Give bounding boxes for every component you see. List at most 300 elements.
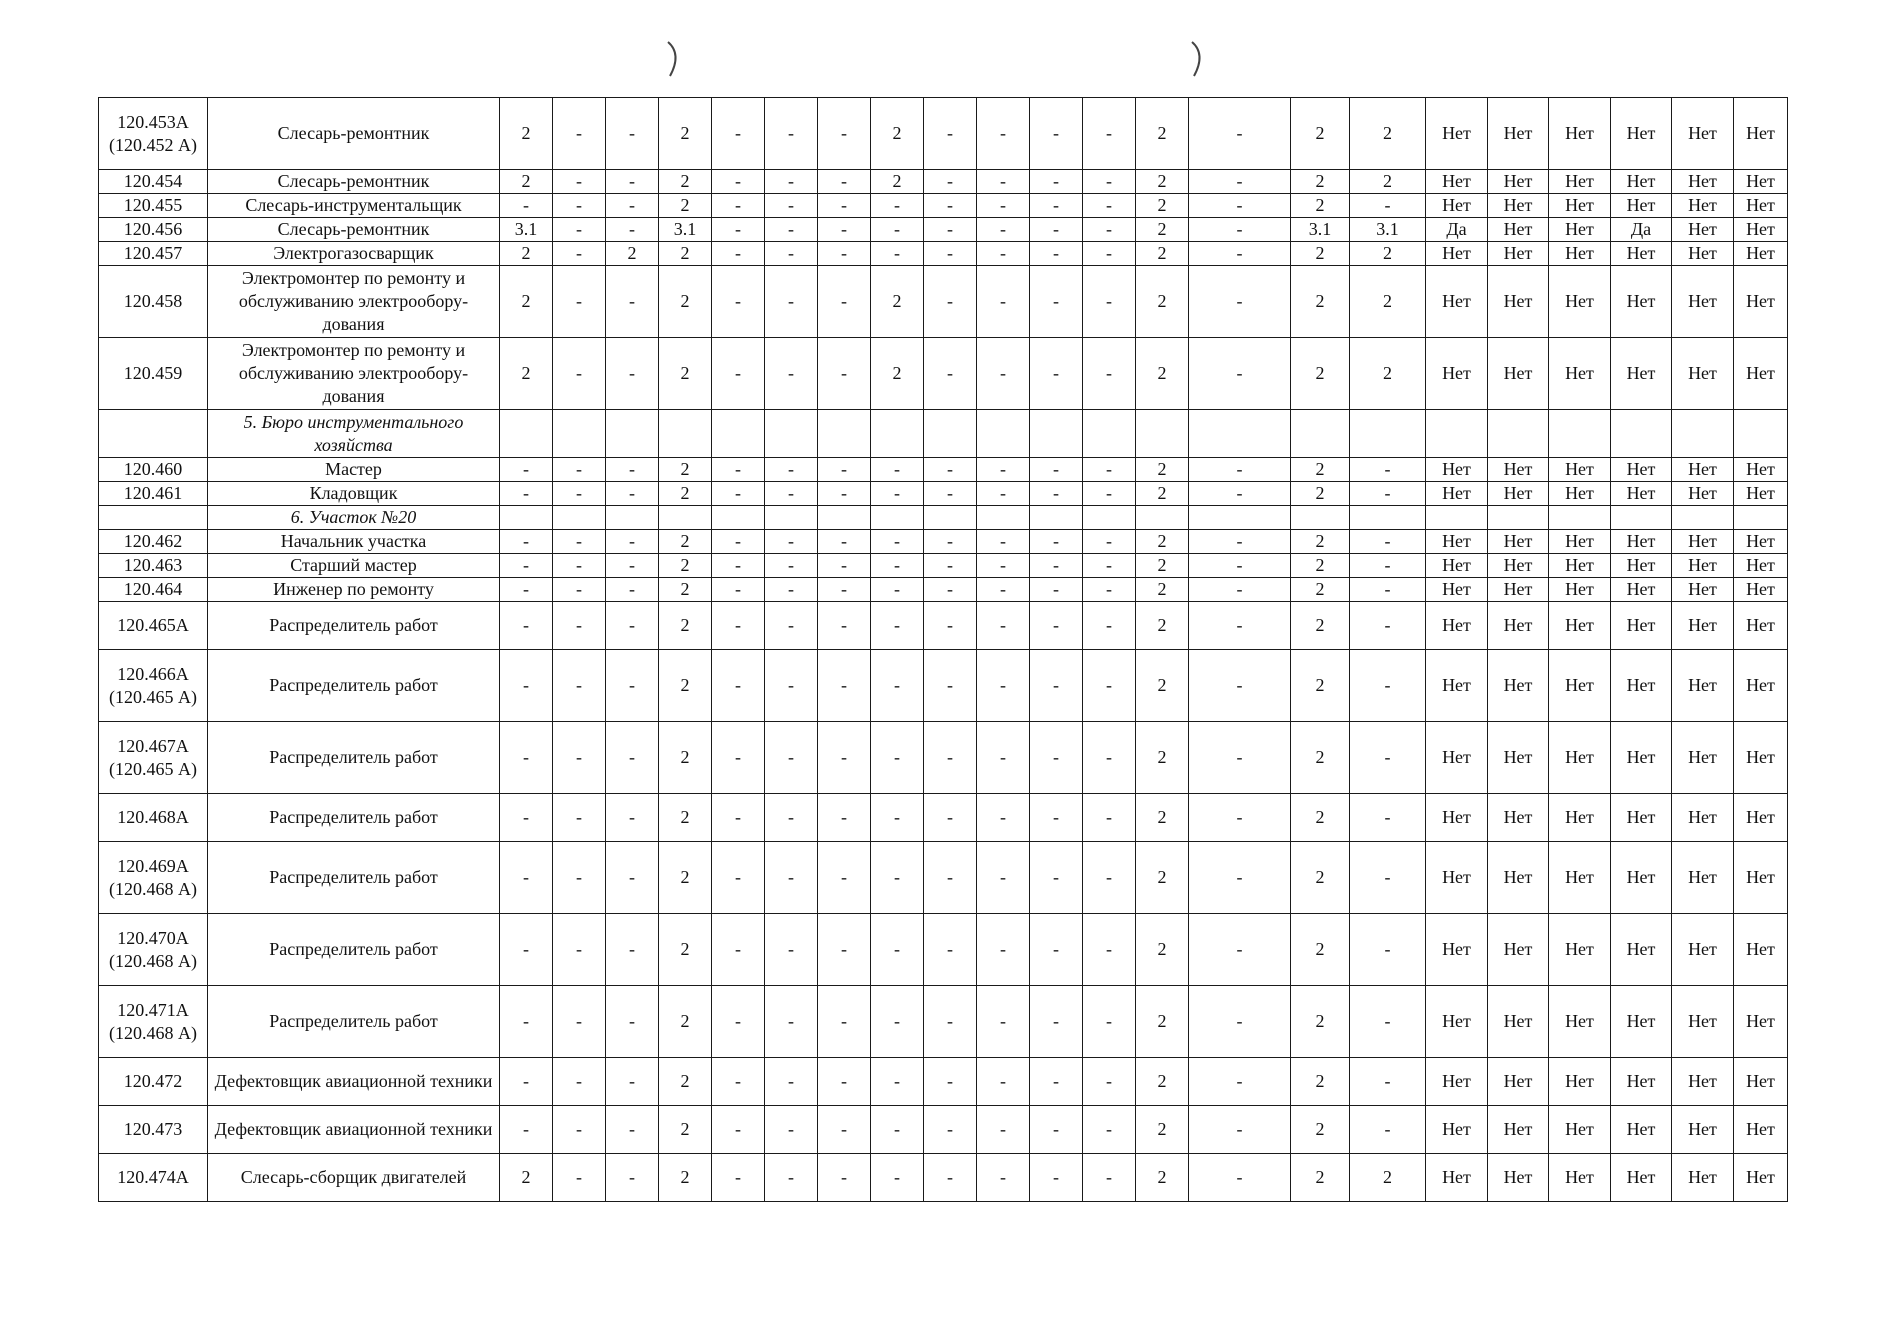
class-value-cell: 3.1 bbox=[659, 218, 712, 242]
code-cell-empty bbox=[99, 506, 208, 530]
table-row bbox=[99, 530, 1788, 554]
class-value-cell: - bbox=[924, 554, 977, 578]
yes-no-cell: Нет bbox=[1549, 266, 1611, 338]
yes-no-cell: Нет bbox=[1734, 1058, 1788, 1106]
class-value-cell: - bbox=[1083, 1058, 1136, 1106]
yes-no-cell: Нет bbox=[1549, 194, 1611, 218]
table-row bbox=[99, 794, 1788, 842]
yes-no-cell: Нет bbox=[1734, 602, 1788, 650]
yes-no-cell: Нет bbox=[1488, 794, 1549, 842]
yes-no-cell: Нет bbox=[1549, 986, 1611, 1058]
class-value-cell: - bbox=[1189, 986, 1291, 1058]
empty-cell bbox=[1030, 506, 1083, 530]
yes-no-cell: Нет bbox=[1734, 554, 1788, 578]
class-value-cell: - bbox=[871, 794, 924, 842]
class-value-cell: - bbox=[606, 986, 659, 1058]
class-value-cell: 2 bbox=[659, 98, 712, 170]
class-value-cell: 2 bbox=[1136, 266, 1189, 338]
class-value-cell: - bbox=[606, 1106, 659, 1154]
class-value-cell: - bbox=[765, 1154, 818, 1202]
yes-no-cell: Нет bbox=[1426, 650, 1488, 722]
class-value-cell: - bbox=[924, 1106, 977, 1154]
class-value-cell: 2 bbox=[1291, 602, 1350, 650]
empty-cell bbox=[712, 410, 765, 458]
class-value-cell: - bbox=[553, 194, 606, 218]
empty-cell bbox=[1488, 410, 1549, 458]
yes-no-cell: Нет bbox=[1426, 530, 1488, 554]
class-value-cell: - bbox=[553, 1106, 606, 1154]
workplace-code: 120.453А (120.452 А) bbox=[99, 98, 208, 170]
yes-no-cell: Нет bbox=[1672, 602, 1734, 650]
class-value-cell: - bbox=[924, 98, 977, 170]
empty-cell bbox=[1734, 506, 1788, 530]
class-value-cell: - bbox=[977, 914, 1030, 986]
class-value-cell: 2 bbox=[1136, 170, 1189, 194]
class-value-cell: 2 bbox=[1291, 338, 1350, 410]
table-row bbox=[99, 914, 1788, 986]
empty-cell bbox=[1136, 506, 1189, 530]
yes-no-cell: Нет bbox=[1672, 1154, 1734, 1202]
class-value-cell: - bbox=[871, 1058, 924, 1106]
yes-no-cell: Нет bbox=[1488, 194, 1549, 218]
class-value-cell: 2 bbox=[500, 338, 553, 410]
class-value-cell: 2 bbox=[1291, 842, 1350, 914]
empty-cell bbox=[1488, 506, 1549, 530]
yes-no-cell: Нет bbox=[1734, 242, 1788, 266]
class-value-cell: - bbox=[500, 458, 553, 482]
class-value-cell: - bbox=[712, 914, 765, 986]
class-value-cell: 2 bbox=[659, 554, 712, 578]
job-title: Инженер по ремонту bbox=[208, 578, 500, 602]
class-value-cell: - bbox=[553, 986, 606, 1058]
class-value-cell: - bbox=[818, 914, 871, 986]
class-value-cell: - bbox=[977, 266, 1030, 338]
empty-cell bbox=[1672, 506, 1734, 530]
workplace-code: 120.454 bbox=[99, 170, 208, 194]
class-value-cell: 2 bbox=[871, 98, 924, 170]
yes-no-cell: Нет bbox=[1611, 530, 1672, 554]
yes-no-cell: Нет bbox=[1672, 986, 1734, 1058]
class-value-cell: - bbox=[1350, 722, 1426, 794]
class-value-cell: - bbox=[1030, 170, 1083, 194]
class-value-cell: - bbox=[924, 914, 977, 986]
yes-no-cell: Нет bbox=[1672, 722, 1734, 794]
class-value-cell: 2 bbox=[1136, 1154, 1189, 1202]
class-value-cell: - bbox=[1189, 722, 1291, 794]
class-value-cell: - bbox=[553, 1154, 606, 1202]
class-value-cell: - bbox=[977, 530, 1030, 554]
yes-no-cell: Нет bbox=[1549, 842, 1611, 914]
class-value-cell: 2 bbox=[1350, 170, 1426, 194]
class-value-cell: - bbox=[924, 842, 977, 914]
yes-no-cell: Нет bbox=[1672, 266, 1734, 338]
class-value-cell: - bbox=[1030, 266, 1083, 338]
workplace-code: 120.465А bbox=[99, 602, 208, 650]
yes-no-cell: Нет bbox=[1549, 650, 1611, 722]
yes-no-cell: Нет bbox=[1672, 578, 1734, 602]
class-value-cell: - bbox=[553, 530, 606, 554]
class-value-cell: - bbox=[553, 458, 606, 482]
workplace-code: 120.469А (120.468 А) bbox=[99, 842, 208, 914]
class-value-cell: 2 bbox=[1136, 1058, 1189, 1106]
class-value-cell: - bbox=[765, 194, 818, 218]
class-value-cell: - bbox=[924, 794, 977, 842]
yes-no-cell: Нет bbox=[1611, 482, 1672, 506]
class-value-cell: 2 bbox=[659, 1106, 712, 1154]
class-value-cell: - bbox=[712, 242, 765, 266]
yes-no-cell: Нет bbox=[1488, 338, 1549, 410]
class-value-cell: - bbox=[924, 170, 977, 194]
job-title: Электромонтер по ремонту и обслуживанию электрообору-дования bbox=[208, 266, 500, 338]
class-value-cell: - bbox=[1189, 602, 1291, 650]
class-value-cell: - bbox=[1030, 650, 1083, 722]
class-value-cell: - bbox=[977, 218, 1030, 242]
workplace-code: 120.455 bbox=[99, 194, 208, 218]
job-title: Дефектовщик авиационной техники bbox=[208, 1106, 500, 1154]
class-value-cell: - bbox=[818, 170, 871, 194]
class-value-cell: - bbox=[1189, 650, 1291, 722]
class-value-cell: - bbox=[924, 722, 977, 794]
class-value-cell: 2 bbox=[1291, 98, 1350, 170]
yes-no-cell: Нет bbox=[1426, 602, 1488, 650]
yes-no-cell: Нет bbox=[1488, 242, 1549, 266]
class-value-cell: - bbox=[871, 578, 924, 602]
class-value-cell: 2 bbox=[1136, 338, 1189, 410]
class-value-cell: - bbox=[977, 1058, 1030, 1106]
yes-no-cell: Нет bbox=[1611, 722, 1672, 794]
class-value-cell: 2 bbox=[659, 650, 712, 722]
table-row bbox=[99, 194, 1788, 218]
yes-no-cell: Нет bbox=[1549, 218, 1611, 242]
yes-no-cell: Нет bbox=[1426, 170, 1488, 194]
class-value-cell: - bbox=[553, 914, 606, 986]
class-value-cell: 2 bbox=[1136, 194, 1189, 218]
class-value-cell: - bbox=[1350, 194, 1426, 218]
class-value-cell: - bbox=[606, 194, 659, 218]
workplace-code: 120.460 bbox=[99, 458, 208, 482]
class-value-cell: - bbox=[606, 794, 659, 842]
class-value-cell: 2 bbox=[1136, 482, 1189, 506]
class-value-cell: 2 bbox=[659, 578, 712, 602]
class-value-cell: - bbox=[1083, 554, 1136, 578]
class-value-cell: - bbox=[818, 986, 871, 1058]
empty-cell bbox=[500, 506, 553, 530]
yes-no-cell: Нет bbox=[1672, 842, 1734, 914]
class-value-cell: 2 bbox=[1136, 578, 1189, 602]
yes-no-cell: Нет bbox=[1734, 194, 1788, 218]
class-value-cell: - bbox=[871, 242, 924, 266]
yes-no-cell: Нет bbox=[1672, 794, 1734, 842]
class-value-cell: - bbox=[1189, 1154, 1291, 1202]
class-value-cell: - bbox=[712, 722, 765, 794]
class-value-cell: - bbox=[1189, 458, 1291, 482]
yes-no-cell: Нет bbox=[1734, 170, 1788, 194]
yes-no-cell: Нет bbox=[1672, 170, 1734, 194]
yes-no-cell: Нет bbox=[1672, 554, 1734, 578]
class-value-cell: - bbox=[977, 338, 1030, 410]
class-value-cell: 2 bbox=[1291, 530, 1350, 554]
empty-cell bbox=[1030, 410, 1083, 458]
yes-no-cell: Нет bbox=[1426, 722, 1488, 794]
working-conditions-table bbox=[98, 97, 1788, 1202]
class-value-cell: - bbox=[818, 602, 871, 650]
class-value-cell: - bbox=[765, 266, 818, 338]
job-title: Слесарь-инструментальщик bbox=[208, 194, 500, 218]
class-value-cell: - bbox=[500, 194, 553, 218]
yes-no-cell: Нет bbox=[1488, 914, 1549, 986]
yes-no-cell: Нет bbox=[1488, 530, 1549, 554]
yes-no-cell: Нет bbox=[1488, 218, 1549, 242]
class-value-cell: - bbox=[765, 170, 818, 194]
class-value-cell: - bbox=[818, 650, 871, 722]
empty-cell bbox=[1350, 506, 1426, 530]
yes-no-cell: Нет bbox=[1734, 986, 1788, 1058]
yes-no-cell: Нет bbox=[1611, 986, 1672, 1058]
class-value-cell: - bbox=[1030, 482, 1083, 506]
class-value-cell: - bbox=[1030, 242, 1083, 266]
yes-no-cell: Нет bbox=[1611, 794, 1672, 842]
class-value-cell: 2 bbox=[1291, 458, 1350, 482]
class-value-cell: - bbox=[1189, 242, 1291, 266]
yes-no-cell: Нет bbox=[1549, 554, 1611, 578]
empty-cell bbox=[1611, 410, 1672, 458]
class-value-cell: - bbox=[606, 458, 659, 482]
yes-no-cell: Нет bbox=[1672, 218, 1734, 242]
yes-no-cell: Нет bbox=[1488, 458, 1549, 482]
yes-no-cell: Нет bbox=[1734, 266, 1788, 338]
class-value-cell: 2 bbox=[871, 338, 924, 410]
class-value-cell: - bbox=[1083, 842, 1136, 914]
empty-cell bbox=[1136, 410, 1189, 458]
yes-no-cell: Нет bbox=[1672, 482, 1734, 506]
yes-no-cell: Нет bbox=[1672, 1058, 1734, 1106]
class-value-cell: - bbox=[1189, 842, 1291, 914]
section-title: 6. Участок №20 bbox=[208, 506, 500, 530]
yes-no-cell: Нет bbox=[1488, 842, 1549, 914]
class-value-cell: - bbox=[1189, 98, 1291, 170]
class-value-cell: - bbox=[712, 458, 765, 482]
class-value-cell: - bbox=[765, 218, 818, 242]
binder-hole-mark-left bbox=[664, 40, 684, 80]
class-value-cell: 2 bbox=[659, 1154, 712, 1202]
class-value-cell: - bbox=[1189, 266, 1291, 338]
class-value-cell: - bbox=[924, 458, 977, 482]
empty-cell bbox=[1549, 506, 1611, 530]
yes-no-cell: Нет bbox=[1734, 1106, 1788, 1154]
empty-cell bbox=[871, 506, 924, 530]
class-value-cell: - bbox=[1030, 338, 1083, 410]
class-value-cell: 2 bbox=[1136, 986, 1189, 1058]
job-title: Дефектовщик авиационной техники bbox=[208, 1058, 500, 1106]
class-value-cell: - bbox=[977, 794, 1030, 842]
class-value-cell: 2 bbox=[1291, 794, 1350, 842]
class-value-cell: - bbox=[1083, 530, 1136, 554]
class-value-cell: - bbox=[871, 194, 924, 218]
class-value-cell: - bbox=[712, 482, 765, 506]
class-value-cell: - bbox=[712, 578, 765, 602]
class-value-cell: - bbox=[1350, 986, 1426, 1058]
class-value-cell: - bbox=[924, 1154, 977, 1202]
class-value-cell: - bbox=[765, 242, 818, 266]
class-value-cell: - bbox=[871, 722, 924, 794]
class-value-cell: - bbox=[924, 194, 977, 218]
job-title: Распределитель работ bbox=[208, 650, 500, 722]
yes-no-cell: Нет bbox=[1488, 266, 1549, 338]
class-value-cell: - bbox=[765, 842, 818, 914]
workplace-code: 120.458 bbox=[99, 266, 208, 338]
class-value-cell: 2 bbox=[1136, 650, 1189, 722]
class-value-cell: - bbox=[712, 194, 765, 218]
class-value-cell: - bbox=[1189, 482, 1291, 506]
yes-no-cell: Нет bbox=[1611, 602, 1672, 650]
empty-cell bbox=[977, 506, 1030, 530]
yes-no-cell: Нет bbox=[1426, 266, 1488, 338]
class-value-cell: - bbox=[712, 842, 765, 914]
yes-no-cell: Нет bbox=[1672, 98, 1734, 170]
class-value-cell: - bbox=[1189, 530, 1291, 554]
yes-no-cell: Нет bbox=[1426, 1058, 1488, 1106]
class-value-cell: - bbox=[818, 578, 871, 602]
job-title: Электрогазосварщик bbox=[208, 242, 500, 266]
class-value-cell: 3.1 bbox=[1291, 218, 1350, 242]
class-value-cell: - bbox=[871, 482, 924, 506]
class-value-cell: - bbox=[606, 338, 659, 410]
class-value-cell: 2 bbox=[659, 482, 712, 506]
class-value-cell: 2 bbox=[1136, 554, 1189, 578]
class-value-cell: - bbox=[871, 554, 924, 578]
workplace-code: 120.467А (120.465 А) bbox=[99, 722, 208, 794]
class-value-cell: - bbox=[1083, 338, 1136, 410]
job-title: Начальник участка bbox=[208, 530, 500, 554]
class-value-cell: - bbox=[712, 554, 765, 578]
table-row bbox=[99, 650, 1788, 722]
empty-cell bbox=[924, 506, 977, 530]
yes-no-cell: Нет bbox=[1734, 1154, 1788, 1202]
class-value-cell: - bbox=[818, 218, 871, 242]
empty-cell bbox=[1672, 410, 1734, 458]
class-value-cell: - bbox=[977, 1106, 1030, 1154]
yes-no-cell: Нет bbox=[1426, 578, 1488, 602]
yes-no-cell: Нет bbox=[1488, 170, 1549, 194]
class-value-cell: 2 bbox=[659, 170, 712, 194]
code-cell-empty bbox=[99, 410, 208, 458]
binder-hole-mark-right bbox=[1188, 40, 1208, 80]
yes-no-cell: Нет bbox=[1611, 1154, 1672, 1202]
class-value-cell: 2 bbox=[871, 266, 924, 338]
table-row bbox=[99, 98, 1788, 170]
class-value-cell: - bbox=[818, 1106, 871, 1154]
class-value-cell: - bbox=[818, 554, 871, 578]
class-value-cell: - bbox=[712, 338, 765, 410]
workplace-code: 120.462 bbox=[99, 530, 208, 554]
yes-no-cell: Нет bbox=[1611, 266, 1672, 338]
class-value-cell: 2 bbox=[1291, 986, 1350, 1058]
empty-cell bbox=[977, 410, 1030, 458]
class-value-cell: 2 bbox=[1136, 1106, 1189, 1154]
class-value-cell: - bbox=[924, 1058, 977, 1106]
class-value-cell: - bbox=[977, 458, 1030, 482]
empty-cell bbox=[1734, 410, 1788, 458]
class-value-cell: 2 bbox=[1136, 794, 1189, 842]
class-value-cell: - bbox=[500, 1058, 553, 1106]
class-value-cell: - bbox=[1030, 722, 1083, 794]
class-value-cell: - bbox=[871, 458, 924, 482]
workplace-code: 120.466А (120.465 А) bbox=[99, 650, 208, 722]
table-row bbox=[99, 1058, 1788, 1106]
class-value-cell: - bbox=[818, 338, 871, 410]
class-value-cell: - bbox=[1350, 578, 1426, 602]
class-value-cell: - bbox=[1083, 170, 1136, 194]
empty-cell bbox=[924, 410, 977, 458]
class-value-cell: - bbox=[606, 530, 659, 554]
yes-no-cell: Нет bbox=[1734, 338, 1788, 410]
yes-no-cell: Нет bbox=[1426, 842, 1488, 914]
class-value-cell: - bbox=[500, 650, 553, 722]
workplace-code: 120.473 bbox=[99, 1106, 208, 1154]
class-value-cell: 2 bbox=[659, 458, 712, 482]
class-value-cell: - bbox=[1083, 1106, 1136, 1154]
class-value-cell: - bbox=[500, 722, 553, 794]
class-value-cell: - bbox=[606, 482, 659, 506]
class-value-cell: - bbox=[1030, 602, 1083, 650]
class-value-cell: 2 bbox=[1291, 194, 1350, 218]
empty-cell bbox=[553, 506, 606, 530]
job-title: Слесарь-ремонтник bbox=[208, 218, 500, 242]
class-value-cell: - bbox=[553, 98, 606, 170]
class-value-cell: 2 bbox=[1291, 482, 1350, 506]
job-title: Распределитель работ bbox=[208, 722, 500, 794]
class-value-cell: - bbox=[553, 578, 606, 602]
job-title: Распределитель работ bbox=[208, 914, 500, 986]
class-value-cell: 2 bbox=[659, 194, 712, 218]
table-row bbox=[99, 458, 1788, 482]
yes-no-cell: Нет bbox=[1549, 242, 1611, 266]
table-row bbox=[99, 1106, 1788, 1154]
class-value-cell: - bbox=[553, 266, 606, 338]
class-value-cell: - bbox=[606, 650, 659, 722]
class-value-cell: - bbox=[1189, 914, 1291, 986]
class-value-cell: 2 bbox=[500, 98, 553, 170]
yes-no-cell: Нет bbox=[1426, 482, 1488, 506]
class-value-cell: - bbox=[712, 1106, 765, 1154]
class-value-cell: - bbox=[1083, 266, 1136, 338]
class-value-cell: 2 bbox=[1136, 458, 1189, 482]
yes-no-cell: Нет bbox=[1426, 1106, 1488, 1154]
yes-no-cell: Нет bbox=[1734, 650, 1788, 722]
table-row bbox=[99, 1154, 1788, 1202]
yes-no-cell: Нет bbox=[1611, 554, 1672, 578]
class-value-cell: - bbox=[1350, 794, 1426, 842]
class-value-cell: - bbox=[553, 650, 606, 722]
class-value-cell: 2 bbox=[1291, 1106, 1350, 1154]
class-value-cell: - bbox=[1030, 530, 1083, 554]
empty-cell bbox=[659, 506, 712, 530]
class-value-cell: - bbox=[712, 218, 765, 242]
yes-no-cell: Нет bbox=[1426, 986, 1488, 1058]
class-value-cell: - bbox=[871, 602, 924, 650]
table-row bbox=[99, 602, 1788, 650]
class-value-cell: - bbox=[765, 98, 818, 170]
class-value-cell: - bbox=[1030, 794, 1083, 842]
class-value-cell: - bbox=[1030, 194, 1083, 218]
section-row bbox=[99, 506, 1788, 530]
class-value-cell: - bbox=[1030, 986, 1083, 1058]
class-value-cell: - bbox=[553, 722, 606, 794]
class-value-cell: - bbox=[765, 986, 818, 1058]
class-value-cell: - bbox=[924, 578, 977, 602]
class-value-cell: 2 bbox=[606, 242, 659, 266]
yes-no-cell: Нет bbox=[1611, 170, 1672, 194]
